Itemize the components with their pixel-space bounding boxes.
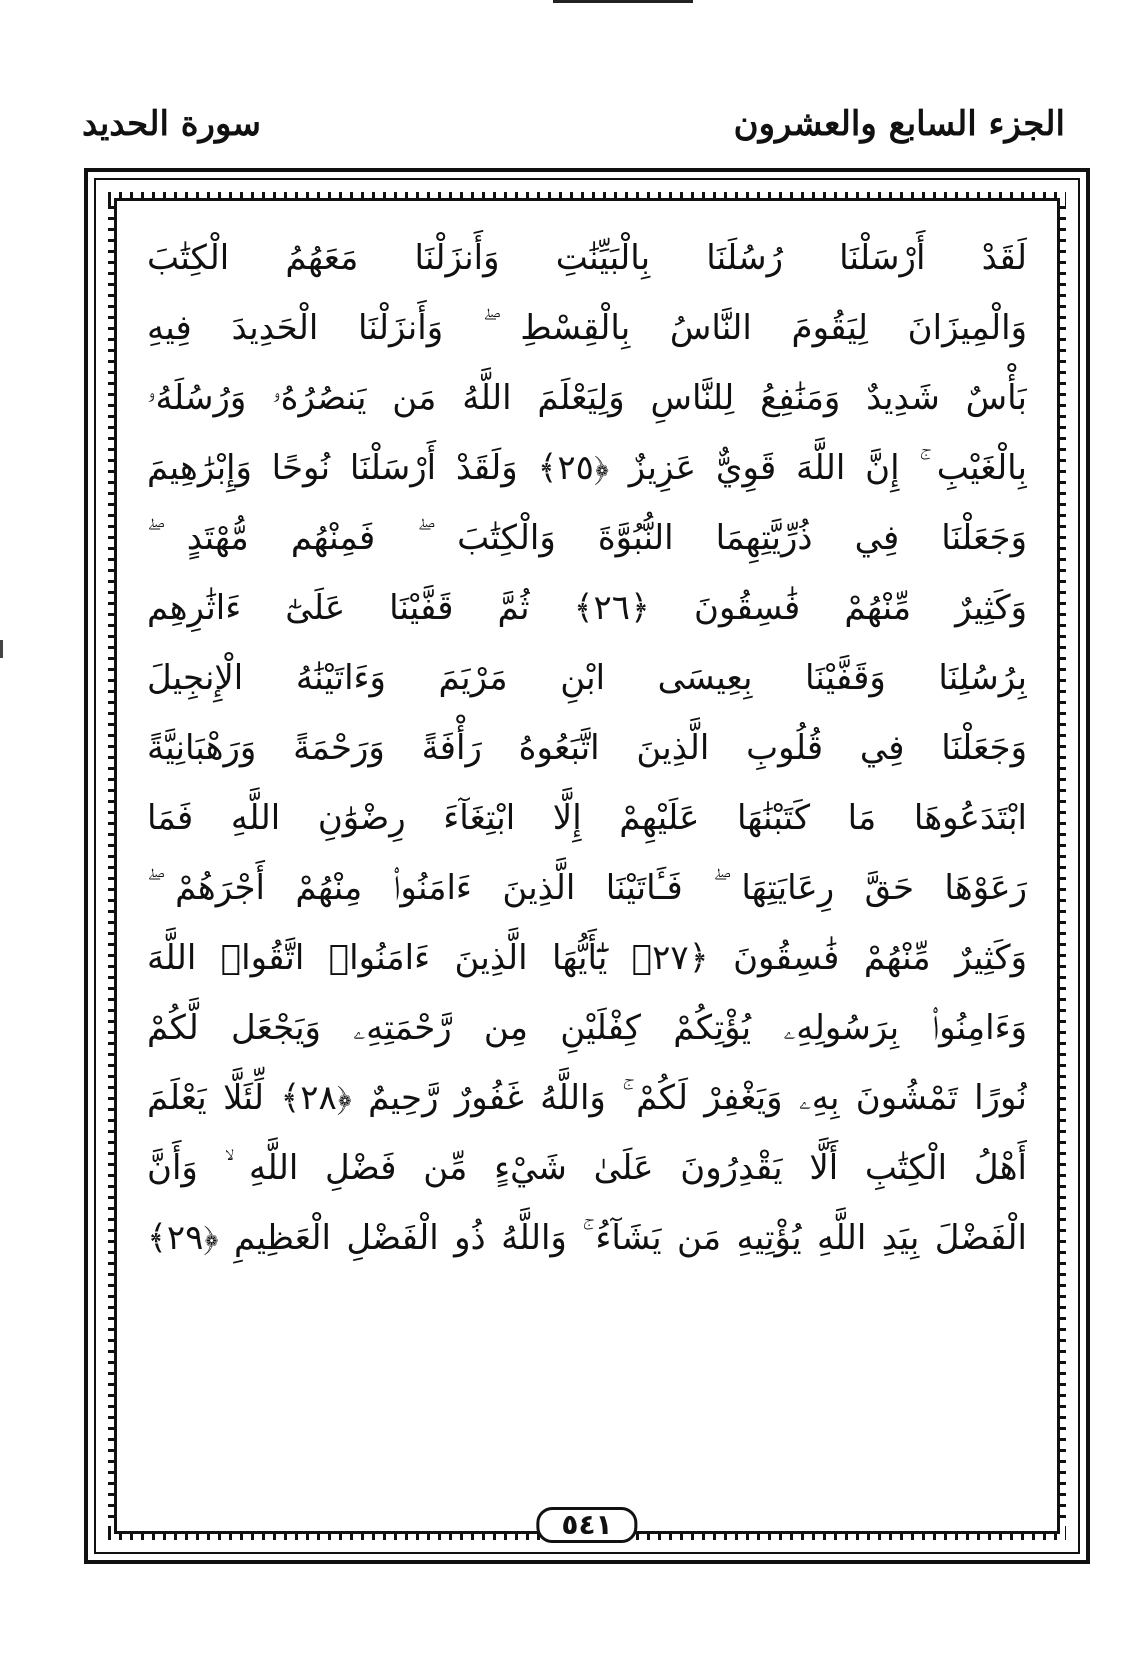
page-frame: [84, 168, 1090, 1564]
verse-line-3: بَأْسٌ شَدِيدٌ وَمَنَٰفِعُ لِلنَّاسِ وَلِيَعْلَمَ اللَّهُ مَن يَنصُرُهُۥ وَرُسُلَهُۥ: [147, 378, 1027, 418]
margin-mark: [0, 640, 3, 658]
verse-line-8: وَجَعَلْنَا فِي قُلُوبِ الَّذِينَ اتَّبَعُوهُ رَأْفَةً وَرَحْمَةً وَرَهْبَانِيَّةً: [147, 728, 1027, 768]
verse-line-1: لَقَدْ أَرْسَلْنَا رُسُلَنَا بِالْبَيِّنَٰتِ وَأَنزَلْنَا مَعَهُمُ الْكِتَٰبَ: [147, 238, 1027, 278]
verse-line-11: وَكَثِيرٌ مِّنْهُمْ فَٰسِقُونَ ﴿٢٧﴾ يَٰٓأَيُّهَا الَّذِينَ ءَامَنُوا۟ اتَّقُوا۟ اللَّهَ: [147, 938, 1027, 978]
verse-line-10: رَعَوْهَا حَقَّ رِعَايَتِهَا ۖ فَـَٔاتَيْنَا الَّذِينَ ءَامَنُوا۟ مِنْهُمْ أَجْرَهُمْ ۖ: [147, 868, 1027, 908]
verse-line-9: ابْتَدَعُوهَا مَا كَتَبْنَٰهَا عَلَيْهِمْ إِلَّا ابْتِغَآءَ رِضْوَٰنِ اللَّهِ فَمَا: [147, 798, 1027, 838]
text-panel: [114, 198, 1060, 1541]
top-rule: [553, 0, 693, 3]
surah-title: سورة الحديد: [82, 104, 262, 144]
verse-line-14: أَهْلُ الْكِتَٰبِ أَلَّا يَقْدِرُونَ عَلَىٰ شَيْءٍ مِّن فَضْلِ اللَّهِ ۙ وَأَنَّ: [147, 1148, 1027, 1188]
juz-title: الجزء السابع والعشرون: [733, 104, 1065, 144]
verse-line-13: نُورًا تَمْشُونَ بِهِۦ وَيَغْفِرْ لَكُمْ ۚ وَاللَّهُ غَفُورٌ رَّحِيمٌ ﴿٢٨﴾ لِّئَلَّا يَعْلَمَ: [147, 1078, 1027, 1118]
page-number: ٥٤١: [536, 1507, 637, 1543]
verse-line-12: وَءَامِنُوا۟ بِرَسُولِهِۦ يُؤْتِكُمْ كِفْلَيْنِ مِن رَّحْمَتِهِۦ وَيَجْعَل لَّكُمْ: [147, 1008, 1027, 1048]
verse-line-15: الْفَضْلَ بِيَدِ اللَّهِ يُؤْتِيهِ مَن يَشَآءُ ۚ وَاللَّهُ ذُو الْفَضْلِ الْعَظِيمِ ﴿٢٩﴾: [147, 1218, 1027, 1258]
verse-line-5: وَجَعَلْنَا فِي ذُرِّيَّتِهِمَا النُّبُوَّةَ وَالْكِتَٰبَ ۖ فَمِنْهُم مُّهْتَدٍ ۖ: [147, 518, 1027, 558]
verse-line-7: بِرُسُلِنَا وَقَفَّيْنَا بِعِيسَى ابْنِ مَرْيَمَ وَءَاتَيْنَٰهُ الْإِنجِيلَ: [147, 658, 1027, 698]
verse-line-6: وَكَثِيرٌ مِّنْهُمْ فَٰسِقُونَ ﴿٢٦﴾ ثُمَّ قَفَّيْنَا عَلَىٰٓ ءَاثَٰرِهِم: [147, 588, 1027, 628]
verse-line-4: بِالْغَيْبِ ۚ إِنَّ اللَّهَ قَوِيٌّ عَزِيزٌ ﴿٢٥﴾ وَلَقَدْ أَرْسَلْنَا نُوحًا وَإِبْرَٰهِيمَ: [147, 448, 1027, 488]
verse-line-2: وَالْمِيزَانَ لِيَقُومَ النَّاسُ بِالْقِسْطِ ۖ وَأَنزَلْنَا الْحَدِيدَ فِيهِ: [147, 308, 1027, 348]
verse-lines: [147, 223, 1027, 1273]
